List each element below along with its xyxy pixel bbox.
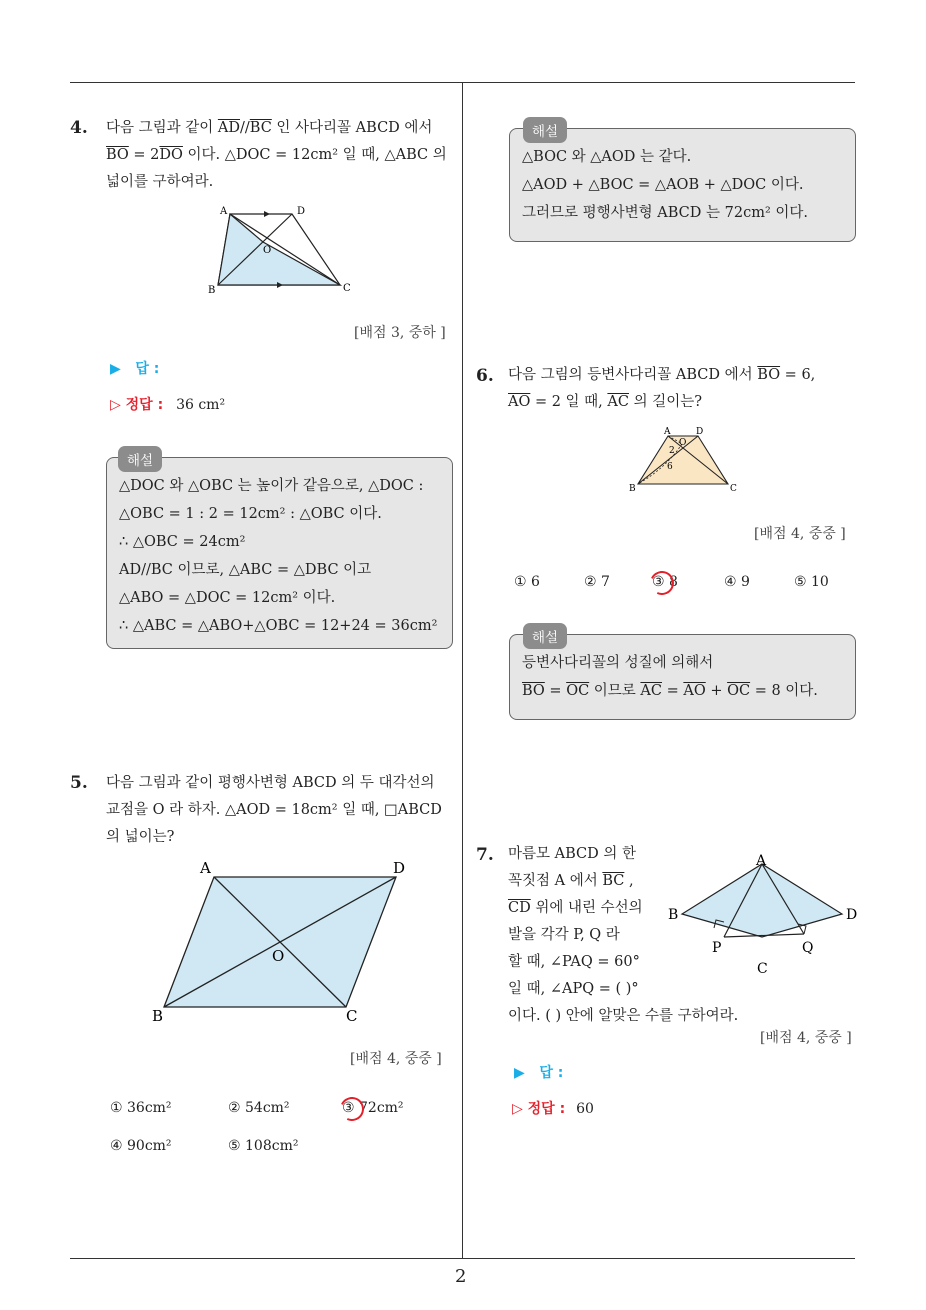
label-six: 6 <box>667 462 673 472</box>
label-a: A <box>220 206 228 217</box>
parallelogram-figure <box>148 855 418 1030</box>
label-b: B <box>208 285 216 296</box>
label-a: A <box>200 859 211 877</box>
rhombus-figure <box>664 850 864 980</box>
explanation-tag: 해설 <box>523 117 567 143</box>
answer-row: ▶ 답 : <box>110 361 160 377</box>
explanation-box: △BOC 와 △AOD 는 같다. △AOD + △BOC = △AOB + △DOC 이다. 그러므로 평행사변형 ABCD 는 72cm² 이다. <box>509 128 856 242</box>
label-o: O <box>679 438 687 448</box>
label-d: D <box>696 427 704 437</box>
explanation-tag: 해설 <box>523 623 567 649</box>
explanation-box: △DOC 와 △OBC 는 높이가 같음으로, △DOC : △OBC = 1 : 2 = 12cm² : △OBC 이다. ∴ △OBC = 24cm² AD//BC 이므로, △ABC = △DBC 이고 △ABO = △DOC = 12cm² 이다. ∴ △ABC = △ABO+△OBC = 12+24 = 36cm² <box>106 457 453 649</box>
choice-1[interactable]: ① 36cm² <box>110 1100 172 1116</box>
label-d: D <box>297 206 306 217</box>
page-number: 2 <box>455 1266 467 1287</box>
choice-3[interactable]: ③ 8 <box>652 574 678 590</box>
choice-5[interactable]: ⑤ 108cm² <box>228 1138 299 1154</box>
question-number: 6. <box>476 366 494 386</box>
score-label: [배점 4, 중중 ] <box>760 1030 852 1046</box>
score-label: [배점 4, 중중 ] <box>754 526 846 542</box>
label-a: A <box>756 853 767 869</box>
score-label: [배점 3, 중하 ] <box>354 325 446 341</box>
selected-answer-circle <box>337 1094 368 1125</box>
choice-4[interactable]: ④ 90cm² <box>110 1138 172 1154</box>
label-d: D <box>393 859 406 877</box>
label-a: A <box>664 427 671 437</box>
label-c: C <box>757 961 768 977</box>
question-text: 다음 그림의 등변사다리꼴 ABCD 에서 $\overline{BO} = 6$, $\overline{AO} = 2$ 일 때, $\overline{AC}$ 의 길이는? <box>508 367 816 410</box>
isosceles-trapezoid-figure <box>626 424 746 496</box>
column-divider <box>462 83 463 1259</box>
label-c: C <box>346 1007 358 1025</box>
label-q: Q <box>802 940 814 956</box>
explanation-tag: 해설 <box>118 446 162 472</box>
question-text: 마름모 ABCD 의 한 꼭짓점 A 에서 $\overline{BC}$ , $\overline{CD}$ 위에 내린 수선의 발을 각각 P, Q 라 할 때, ∠PAQ = 60° 일 때, ∠APQ = ( )° 이다. ( ) 안에 알맞은 수를 구하여라. <box>508 846 739 1024</box>
choice-4[interactable]: ④ 9 <box>724 574 750 590</box>
label-b: B <box>629 484 636 494</box>
selected-answer-circle <box>647 568 678 599</box>
question-number: 7. <box>476 845 494 865</box>
label-c: C <box>343 283 351 294</box>
label-two: 2 <box>669 446 675 456</box>
triangle-outline-icon: ▷ <box>512 1101 523 1117</box>
question-number: 4. <box>70 118 88 138</box>
triangle-outline-icon: ▷ <box>110 397 121 413</box>
label-p: P <box>712 940 722 956</box>
choice-3[interactable]: ③ 72cm² <box>342 1100 404 1116</box>
correct-answer-row: ▷ 정답 : 36 cm² <box>110 397 226 413</box>
explanation-box: 등변사다리꼴의 성질에 의해서 $\overline{BO} = \overline{OC}$ 이므로 $\overline{AC} = \overline{AO} + \overline{OC} = 8$ 이다. <box>509 634 856 720</box>
label-c: C <box>730 484 737 494</box>
score-label: [배점 4, 중중 ] <box>350 1051 442 1067</box>
correct-answer-row: ▷ 정답 : 60 <box>512 1101 594 1117</box>
choice-1[interactable]: ① 6 <box>514 574 540 590</box>
question-text: 다음 그림과 같이 평행사변형 ABCD 의 두 대각선의 교점을 O 라 하자. △AOD = 18cm² 일 때, □ABCD 의 넓이는? <box>106 775 442 845</box>
answer-row: ▶ 답 : <box>514 1065 564 1081</box>
trapezoid-figure <box>200 200 360 300</box>
choice-2[interactable]: ② 7 <box>584 574 610 590</box>
label-b: B <box>152 1007 164 1025</box>
question-number: 5. <box>70 773 88 793</box>
label-o: O <box>272 947 285 965</box>
label-b: B <box>668 907 679 923</box>
choice-2[interactable]: ② 54cm² <box>228 1100 290 1116</box>
play-icon: ▶ <box>110 361 121 377</box>
label-d: D <box>846 907 858 923</box>
play-icon: ▶ <box>514 1065 525 1081</box>
label-o: O <box>263 245 272 256</box>
question-text: 다음 그림과 같이 $\overline{AD}//\overline{BC}$ 인 사다리꼴 ABCD 에서 $\overline{BO} = 2\overline{DO}$ 이다. △DOC = 12cm² 일 때, △ABC 의 넓이를 구하여라. <box>106 120 447 190</box>
choice-5[interactable]: ⑤ 10 <box>794 574 829 590</box>
